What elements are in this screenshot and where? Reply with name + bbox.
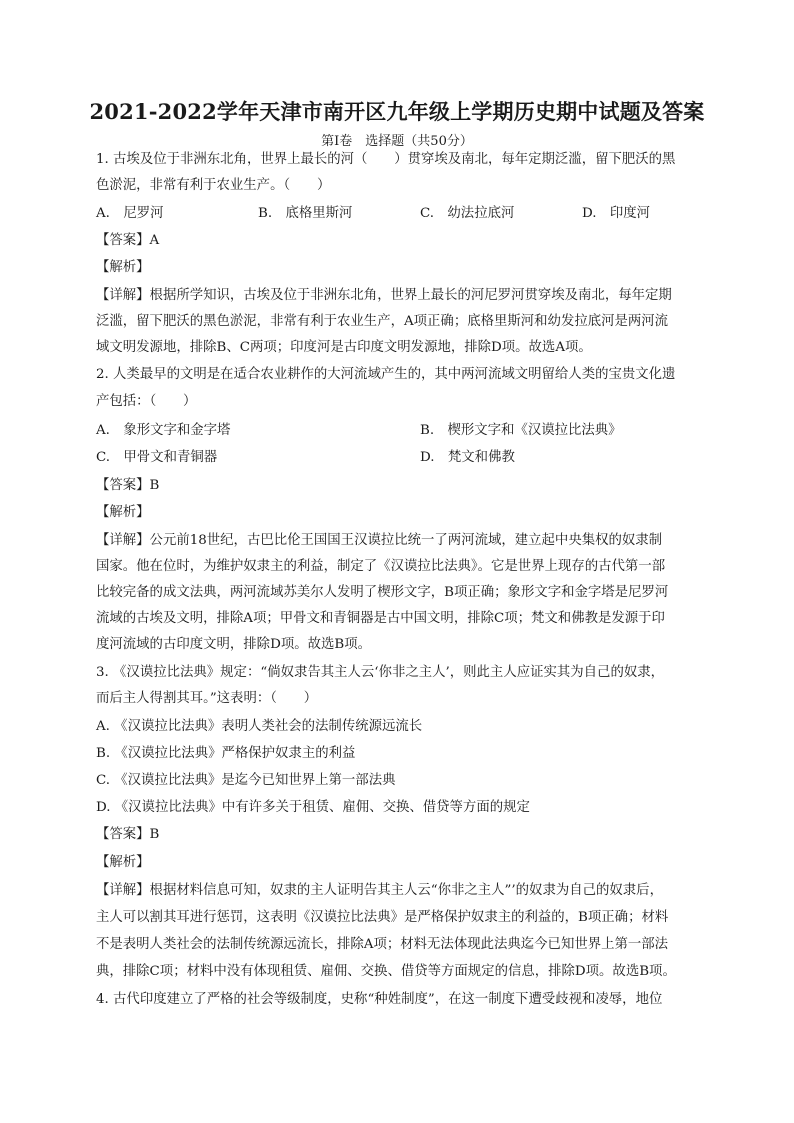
q3-option-b: B. 《汉谟拉比法典》严格保护奴隶主的利益 [96,746,356,761]
q1-option-c: C. 幼法拉底河 [420,206,515,221]
q3-detail-line-2: 主人可以割其耳进行惩罚，这表明《汉谟拉比法典》是严格保护奴隶主的利益的，B项正确；材料 [96,910,669,925]
q1-option-a: A. 尼罗河 [96,206,164,221]
q2-stem-line-2: 产包括：（ ） [96,394,197,409]
q1-option-b: B. 底格里斯河 [258,206,353,221]
section-heading: 第Ⅰ卷 选择题（共50分） [321,134,473,149]
q2-detail-line-2: 国家。他在位时，为维护奴隶主的利益，制定了《汉谟拉比法典》。它是世界上现存的古代第一部 [96,559,666,574]
q2-option-a: A. 象形文字和金字塔 [96,423,231,438]
q1-detail-line-2: 泛滥，留下肥沃的黑色淤泥，非常有利于农业生产，A项正确；底格里斯河和幼发拉底河是两河流 [96,314,669,329]
q4-stem-line-1: 4. 古代印度建立了严格的社会等级制度，史称“种姓制度”，在这一制度下遭受歧视和凌辱，地位 [96,992,663,1007]
q2-detail-line-5: 度河流域的古印度文明，排除D项。故选B项。 [96,637,371,652]
q3-option-a: A. 《汉谟拉比法典》表明人类社会的法制传统源远流长 [96,719,423,734]
q2-detail-line-4: 流域的古埃及文明，排除A项；甲骨文和青铜器是古中国文明，排除C项；梵文和佛教是发源于印 [96,611,665,626]
q3-detail-line-1: 【详解】根据材料信息可知，奴隶的主人证明告其主人云“你非之主人”’的奴隶为自己的奴隶后， [96,883,663,898]
page-title: 2021-2022学年天津市南开区九年级上学期历史期中试题及答案 [89,99,705,124]
q3-option-c: C. 《汉谟拉比法典》是迄今已知世界上第一部法典 [96,773,396,788]
q2-analysis-label: 【解析】 [96,505,150,520]
q2-stem-line-1: 2. 人类最早的文明是在适合农业耕作的大河流域产生的，其中两河流域文明留给人类的宝贵文化遗 [96,367,676,382]
q1-analysis-label: 【解析】 [96,260,150,275]
q1-option-d: D. 印度河 [582,206,651,221]
q2-option-b: B. 楔形文字和《汉谟拉比法典》 [420,423,622,438]
q3-detail-line-3: 不是表明人类社会的法制传统源远流长，排除A项；材料无法体现此法典迄今已知世界上第一部法 [96,937,669,952]
q1-answer: 【答案】A [96,233,160,248]
q3-stem-line-1: 3. 《汉谟拉比法典》规定：“倘奴隶告其主人云‘你非之主人’，则此主人应证实其为自己的奴隶， [96,665,665,680]
q3-analysis-label: 【解析】 [96,855,150,870]
q2-detail-line-1: 【详解】公元前18世纪，古巴比伦王国国王汉谟拉比统一了两河流域，建立起中央集权的奴隶制 [96,533,663,548]
q2-option-d: D. 梵文和佛教 [420,450,515,465]
q2-answer: 【答案】B [96,478,160,493]
q3-detail-line-4: 典，排除C项；材料中没有体现租赁、雇佣、交换、借贷等方面规定的信息，排除D项。故选B项。 [96,964,676,979]
q3-option-d: D. 《汉谟拉比法典》中有许多关于租赁、雇佣、交换、借贷等方面的规定 [96,800,530,815]
q1-stem-line-2: 色淤泥，非常有利于农业生产。（ ） [96,178,331,193]
q1-detail-line-1: 【详解】根据所学知识，古埃及位于非洲东北角，世界上最长的河尼罗河贯穿埃及南北，每年定期 [96,288,672,303]
q2-option-c: C. 甲骨文和青铜器 [96,450,218,465]
q2-detail-line-3: 比较完备的成文法典，两河流域苏美尔人发明了楔形文字，B项正确；象形文字和金字塔是尼罗河 [96,585,669,600]
q3-stem-line-2: 而后主人得割其耳。”这表明：（ ） [96,691,318,706]
q3-answer: 【答案】B [96,827,160,842]
q1-stem-line-1: 1. 古埃及位于非洲东北角，世界上最长的河（ ）贯穿埃及南北，每年定期泛滥，留下肥沃的黑 [96,152,676,167]
q1-detail-line-3: 域文明发源地，排除B、C两项；印度河是古印度文明发源地，排除D项。故选A项。 [96,340,592,355]
